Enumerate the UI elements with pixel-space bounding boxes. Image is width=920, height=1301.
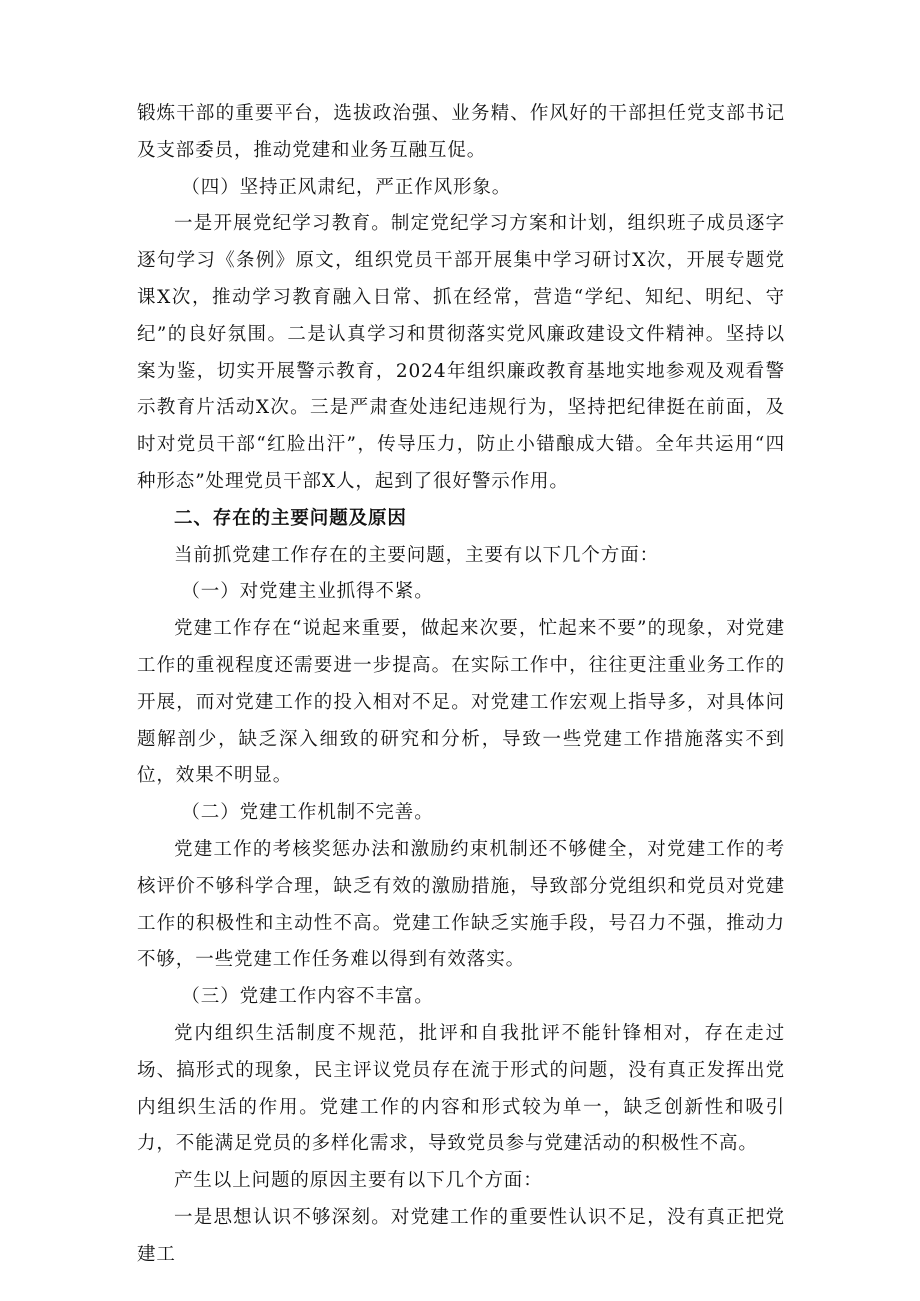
subheading-3: （三）党建工作内容不丰富。 xyxy=(181,986,434,1008)
subheading-4: （四）坚持正风肃纪，严正作风形象。 xyxy=(181,176,512,198)
document-page xyxy=(137,96,785,1274)
paragraph-problem-2: 党建工作的考核奖惩办法和激励约束机制还不够健全，对党建工作的考核评价不够科学合理，缺乏有效的激励措施，导致部分党组织和党员对党建工作的积极性和主动性不高。党建工作缺乏实施手段，号召力不强，推动力不够，一些党建工作任务难以得到有效落实。 xyxy=(137,838,785,971)
paragraph-causes-intro: 产生以上问题的原因主要有以下几个方面： xyxy=(174,1170,543,1192)
paragraph-discipline: 一是开展党纪学习教育。制定党纪学习方案和计划，组织班子成员逐字逐句学习《条例》原文，组织党员干部开展集中学习研讨X次，开展专题党课X次，推动学习教育融入日常、抓在经常，营造“学纪、知纪、明纪、守纪”的良好氛围。二是认真学习和贯彻落实党风廉政建设文件精神。坚持以案为鉴，切实开展警示教育，2024年组织廉政教育基地实地参观及观看警示教育片活动X次。三是严肃查处违纪违规行为，坚持把纪律挺在前面，及时对党员干部“红脸出汗”，传导压力，防止小错酿成大错。全年共运用“四种形态”处理党员干部X人，起到了很好警示作用。 xyxy=(137,213,785,492)
paragraph-problem-1: 党建工作存在“说起来重要，做起来次要，忙起来不要”的现象，对党建工作的重视程度还需要进一步提高。在实际工作中，往往更注重业务工作的开展，而对党建工作的投入相对不足。对党建工作宏观上指导多，对具体问题解剖少，缺乏深入细致的研究和分析，导致一些党建工作措施落实不到位，效果不明显。 xyxy=(137,618,785,787)
subheading-2: （二）党建工作机制不完善。 xyxy=(181,802,434,824)
subheading-1: （一）对党建主业抓得不紧。 xyxy=(181,581,434,603)
paragraph-intro-problems: 当前抓党建工作存在的主要问题，主要有以下几个方面： xyxy=(174,544,660,566)
paragraph-continuation: 锻炼干部的重要平台，选拔政治强、业务精、作风好的干部担任党支部书记及支部委员，推动党建和业务互融互促。 xyxy=(137,103,785,161)
paragraph-cause-1: 一是思想认识不够深刻。对党建工作的重要性认识不足，没有真正把党建工 xyxy=(137,1206,785,1265)
section-heading-problems: 二、存在的主要问题及原因 xyxy=(174,507,407,529)
paragraph-problem-3: 党内组织生活制度不规范，批评和自我批评不能针锋相对，存在走过场、搞形式的现象，民主评议党员存在流于形式的问题，没有真正发挥出党内组织生活的作用。党建工作的内容和形式较为单一，缺乏创新性和吸引力，不能满足党员的多样化需求，导致党员参与党建活动的积极性不高。 xyxy=(137,1022,785,1155)
